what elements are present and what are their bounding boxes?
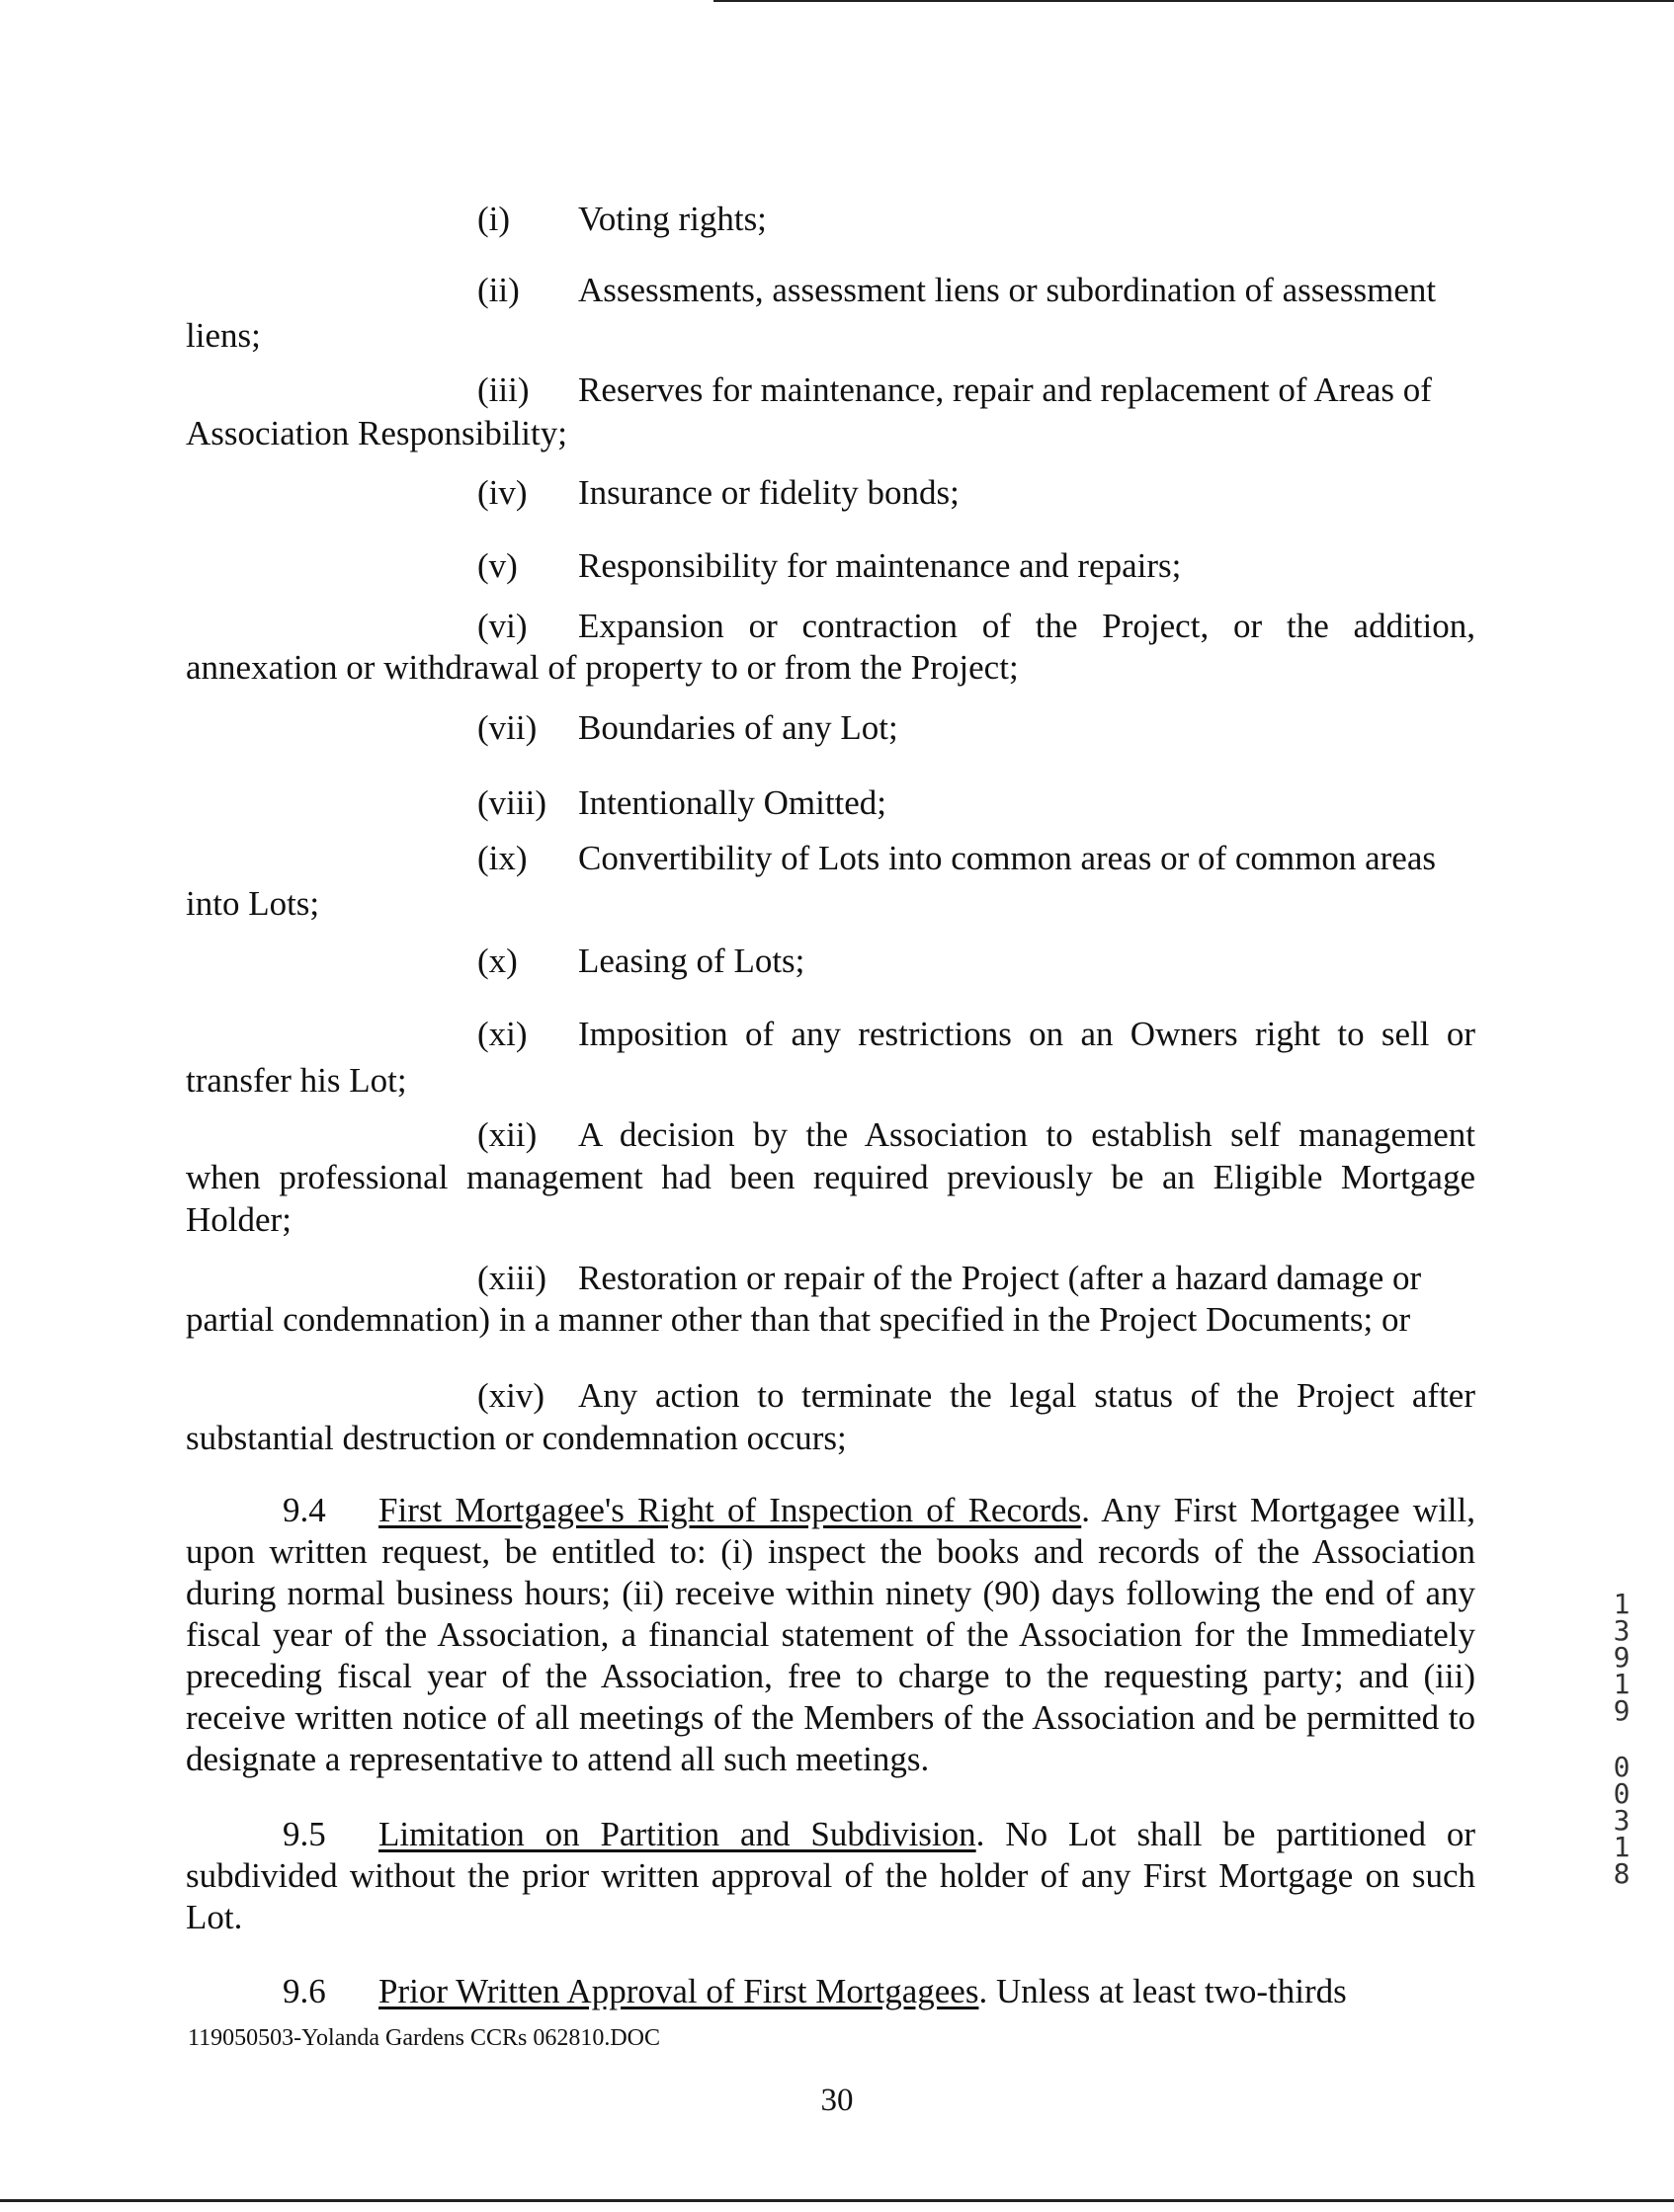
item-continuation: when professional management had been required previously be an Eligible Mortgage [186,1158,1475,1196]
stamp-digit: 1 [1613,1668,1631,1700]
item-number: (viii) [477,783,546,822]
item-text: Intentionally Omitted; [578,783,887,822]
section-9-5 [186,1814,1475,1938]
stamp-digit: 0 [1613,1751,1631,1783]
item-continuation: liens; [186,316,261,355]
item-text: Expansion or contraction of the Project, or the addition, [578,607,1475,645]
section-heading: First Mortgagee's Right of Inspection of Records [378,1491,1082,1529]
item-text: Imposition of any restrictions on an Owners right to sell or [578,1015,1475,1053]
item-text: Leasing of Lots; [578,942,805,980]
stamp-digit: 0 [1613,1777,1631,1810]
stamp-digit: 9 [1613,1641,1631,1674]
section-number: 9.4 [283,1491,326,1529]
stamp-digit: 8 [1613,1857,1631,1890]
page-number: 30 [820,2083,854,2118]
item-continuation: into Lots; [186,884,320,923]
section-9-6 [186,1971,1475,2012]
stamp-gap [1607,1724,1636,1754]
item-number: (vi) [477,607,528,645]
item-number: (ix) [477,839,528,877]
item-continuation: Association Responsibility; [186,414,567,452]
top-rule [713,0,1674,2]
item-text: Boundaries of any Lot; [578,708,898,747]
item-number: (xiii) [477,1259,546,1297]
item-continuation: Holder; [186,1200,292,1239]
item-text: Voting rights; [578,200,767,238]
section-heading: Limitation on Partition and Subdivision [378,1815,976,1853]
item-text: Insurance or fidelity bonds; [578,473,960,512]
stamp-digit: 1 [1613,1831,1631,1863]
item-continuation: substantial destruction or condemnation occurs; [186,1419,847,1457]
bottom-rule [0,2199,1674,2202]
item-text: Any action to terminate the legal status of the Project after [578,1376,1475,1415]
item-number: (xiv) [477,1376,545,1415]
item-number: (ii) [477,271,520,309]
item-continuation: annexation or withdrawal of property to or from the Project; [186,648,1019,687]
stamp-digit: 3 [1613,1614,1631,1647]
stamp-digit: 1 [1613,1588,1631,1620]
section-body: . No Lot shall be partitioned or subdivided without the prior written approval of the holder of any First Mortgage on such Lot. [186,1815,1476,1936]
item-continuation: transfer his Lot; [186,1061,407,1100]
item-number: (iii) [477,370,530,409]
item-text: Restoration or repair of the Project (after a hazard damage or [578,1259,1422,1297]
stamp-digit: 9 [1613,1694,1631,1727]
item-number: (xi) [477,1015,528,1053]
section-heading: Prior Written Approval of First Mortgagees [378,1972,979,2010]
recording-stamp [1607,1588,1636,1890]
item-number: (v) [477,546,518,585]
item-text: A decision by the Association to establish self management [578,1115,1475,1154]
section-9-4 [186,1490,1475,1780]
item-text: Convertibility of Lots into common areas or of common areas [578,839,1436,877]
item-text: Assessments, assessment liens or subordination of assessment [578,271,1437,309]
item-text: Responsibility for maintenance and repairs; [578,546,1182,585]
section-body: . Unless at least two-thirds [978,1972,1347,2010]
item-text: Reserves for maintenance, repair and replacement of Areas of [578,370,1432,409]
stamp-digit: 3 [1613,1804,1631,1837]
item-number: (vii) [477,708,538,747]
item-number: (xii) [477,1115,538,1154]
footer-filename: 119050503-Yolanda Gardens CCRs 062810.DOC [188,2025,661,2051]
section-number: 9.5 [283,1815,326,1853]
section-number: 9.6 [283,1972,326,2010]
item-number: (x) [477,942,518,980]
item-number: (iv) [477,473,528,512]
item-continuation: partial condemnation) in a manner other than that specified in the Project Documents; or [186,1300,1411,1339]
section-body: . Any First Mortgagee will, upon written request, be entitled to: (i) inspect the books and records of the Association during normal business hours; (ii) receive within ninety (90) days following the end of any fiscal year of the Association, a financial statement of the Association for the Immediately preceding fiscal year of the Association, free to charge to the requesting party; and (iii) receive written notice of all meetings of the Members of the Association and be permitted to designate a representative to attend all such meetings. [186,1491,1475,1778]
